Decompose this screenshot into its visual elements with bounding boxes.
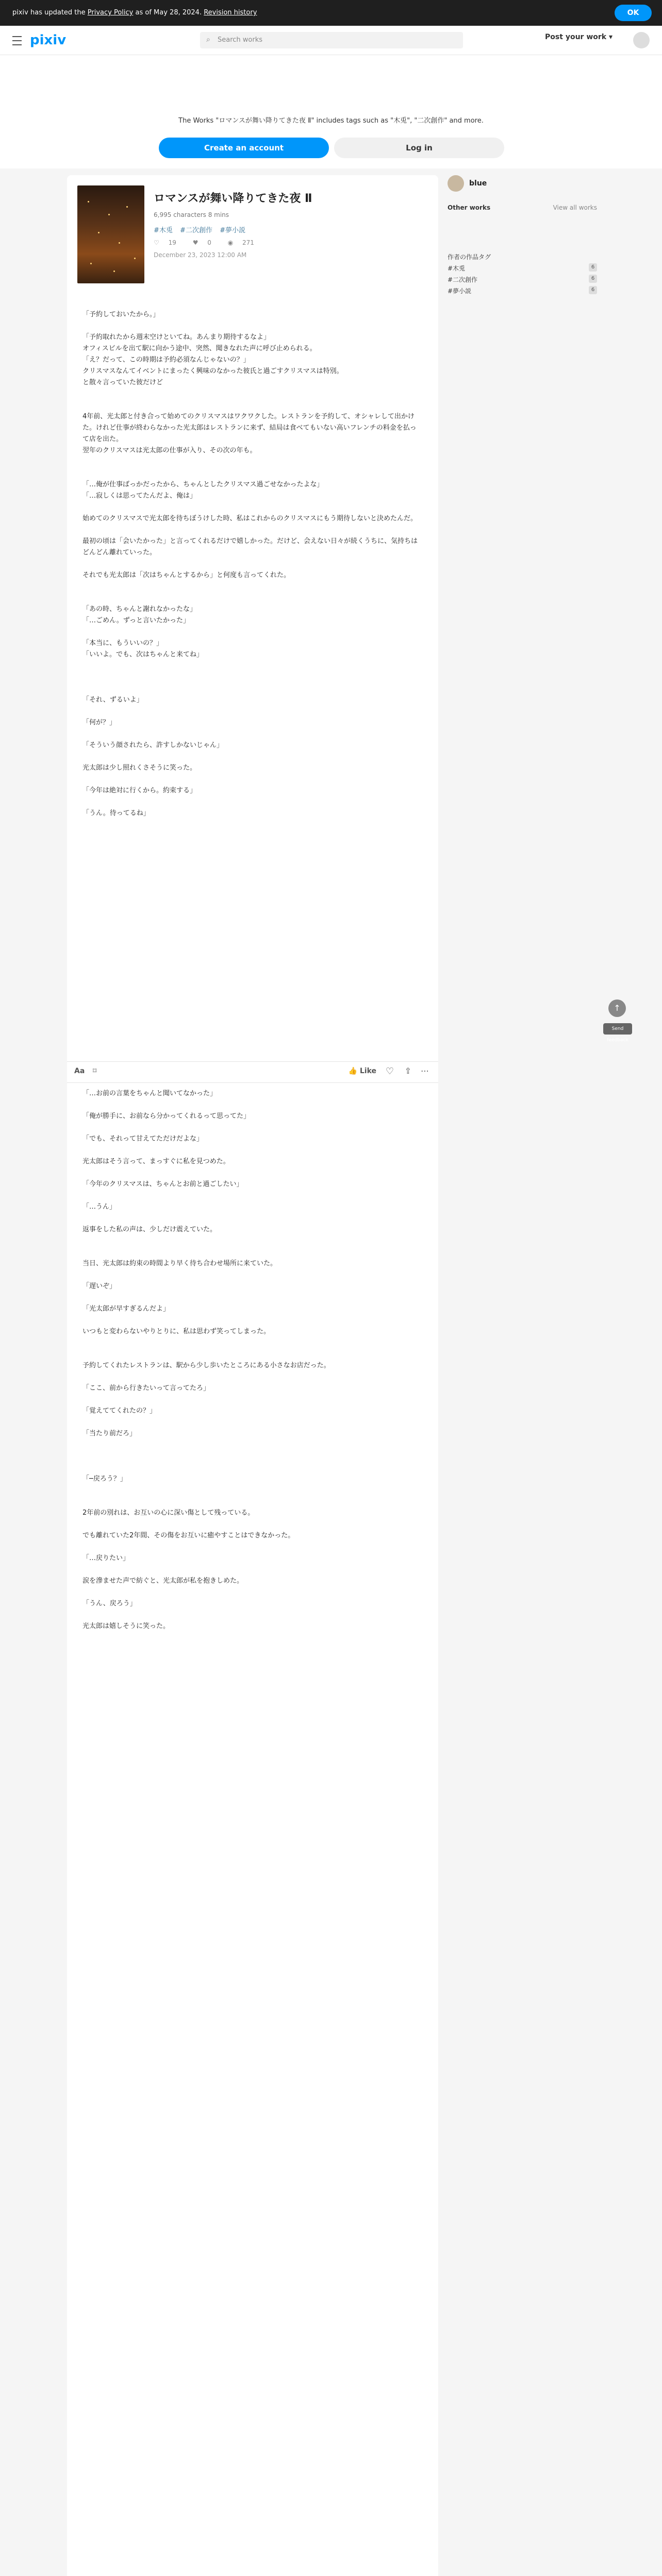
author-tag-item[interactable]	[448, 275, 597, 284]
tag-link[interactable]: #夢小説	[220, 227, 245, 234]
notice-ok-button[interactable]: OK	[615, 5, 652, 21]
thumb-icon: ♡	[154, 239, 161, 246]
author-avatar[interactable]	[448, 175, 464, 192]
revision-history-link[interactable]: Revision history	[204, 9, 257, 16]
author-name[interactable]: blue	[469, 179, 487, 188]
search-input[interactable]	[200, 32, 463, 48]
other-works-label: Other works	[448, 204, 491, 211]
intro-text: The Works "ロマンスが舞い降りてきた夜 Ⅱ" includes tags such as "木兎", "二次創作" and more.	[178, 117, 484, 125]
work-length: 6,995 characters 8 mins	[154, 211, 229, 218]
bookmark-count	[193, 239, 219, 246]
pixiv-logo[interactable]: pixiv	[30, 32, 67, 48]
like-count	[154, 239, 184, 246]
view-count	[228, 239, 261, 246]
author-tag-label: #二次創作	[448, 276, 478, 283]
work-stats	[154, 239, 269, 246]
like-label: Like	[359, 1067, 376, 1075]
sidebar	[448, 175, 602, 381]
thumb-up-icon: 👍	[348, 1067, 360, 1075]
create-account-button[interactable]: Create an account	[159, 138, 329, 158]
heart-icon: ♥	[192, 239, 201, 246]
signup-intro	[0, 55, 662, 168]
like-count-value: 19	[168, 239, 176, 246]
bookmark-icon[interactable]: ⌑	[93, 1067, 97, 1075]
bookmark-count-value: 0	[207, 239, 211, 246]
user-avatar[interactable]	[633, 32, 650, 48]
author-tags-heading: 作者の作品タグ	[448, 253, 491, 261]
author-tag-item[interactable]	[448, 264, 597, 273]
novel-body-part-2: 「…お前の言葉をちゃんと聞いてなかった」 「俺が勝手に、お前なら分かってくれるって思ってた」 「でも、それって甘えてただけだよな」 光太郎はそう言って、まっすぐに私を見つめた。 「今年のクリスマスは、ちゃんとお前と過ごしたい」 「…うん」 返事をした私の声は、少しだけ震えていた。 当日、光太郎は約束の時間より早く待ち合わせ場所に来ていた。 「遅いぞ」 「光太郎が早すぎるんだよ」 いつもと変わらないやりとりに、私は思わず笑ってしまった。 予約してくれたレストランは、駅から少し歩いたところにある小さなお店だった。 「ここ、前から行きたいって言ってたろ」 「覚えててくれたの？」 「当たり前だろ」 「─戻ろう？」 2年前の別れは、お互いの心に深い傷として残っている。 でも離れていた2年間、その傷をお互いに癒やすことはできなかった。 「…戻りたい」 涙を滲ませた声で紡ぐと、光太郎が私を抱きしめた。 「うん、戻ろう」 光太郎は嬉しそうに笑った。	[82, 1090, 330, 1630]
top-header	[0, 26, 662, 55]
author-tag-count: 6	[589, 286, 597, 294]
work-date: December 23, 2023 12:00 AM	[154, 251, 247, 259]
eye-icon: ◉	[227, 239, 236, 246]
author-block[interactable]	[448, 175, 597, 196]
menu-icon[interactable]	[12, 36, 22, 45]
tag-link[interactable]: #二次創作	[180, 227, 212, 234]
policy-notice-bar	[0, 0, 662, 26]
login-button[interactable]: Log in	[334, 138, 504, 158]
author-tag-count: 6	[589, 263, 597, 272]
like-button[interactable]	[349, 1067, 376, 1075]
view-all-link[interactable]: View all works	[553, 204, 597, 211]
more-options-icon[interactable]: ⋯	[421, 1066, 429, 1076]
author-tag-item[interactable]	[448, 286, 597, 295]
work-title: ロマンスが舞い降りてきた夜 Ⅱ	[154, 192, 312, 205]
search-placeholder: Search works	[218, 36, 263, 44]
notice-text-after: as of May 28, 2024.	[133, 9, 204, 16]
work-tags	[154, 225, 251, 234]
post-work-label: Post your work	[545, 33, 607, 41]
work-cover-image[interactable]	[77, 185, 144, 283]
author-tag-label: #木兎	[448, 265, 466, 272]
font-size-button[interactable]: Aa	[74, 1067, 85, 1075]
reader-toolbar	[67, 1061, 438, 1083]
novel-body-part-1: 「予約しておいたから。」 「予約取れたから週末空けといてね。あんまり期待するなよ」 オフィスビルを出て駅に向かう途中、突然、聞きなれた声に呼び止められる。 「え？だって、この時期は予約必須なんじゃないの？」 クリスマスなんてイベントにまったく興味のなかった彼氏と過ごすクリスマスは特別。 と散々言っていた彼だけど 4年前、光太郎と付き合って始めてのクリスマスはワクワクした。レストランを予約して、オシャレして出かけた。けれど仕事が終わらなかった光太郎はレストランに来ず、結局は食べてもいない高いフレンチの料金を払って店を出た。 翌年のクリスマスは光太郎の仕事が入り、その次の年も。 「…俺が仕事ばっかだったから、ちゃんとしたクリスマス過ごせなかったよな」 「…寂しくは思ってたんだよ、俺は」 始めてのクリスマスで光太郎を待ちぼうけした時、私はこれからのクリスマスにもう期待しないと決めたんだ。 最初の頃は「会いたかった」と言ってくれるだけで嬉しかった。だけど、会えない日々が続くうちに、気持ちはどんどん離れていった。 それでも光太郎は「次はちゃんとするから」と何度も言ってくれた。 「あの時、ちゃんと謝れなかったな」 「…ごめん。ずっと言いたかった」 「本当に、もういいの？」 「いいよ。でも、次はちゃんと来てね」 「それ、ずるいよ」 「何が？」 「そういう顔されたら、許すしかないじゃん」 光太郎は少し照れくさそうに笑った。 「今年は絶対に行くから。約束する」 「うん。待ってるね」	[82, 311, 418, 817]
notice-text-before: pixiv has updated the	[12, 9, 88, 16]
privacy-policy-link[interactable]: Privacy Policy	[87, 9, 134, 16]
author-tag-count: 6	[589, 275, 597, 283]
scroll-top-button[interactable]: ↑	[608, 999, 626, 1017]
send-feedback-button[interactable]: Send feedback	[603, 1023, 632, 1035]
view-count-value: 271	[242, 239, 254, 246]
author-tag-label: #夢小説	[448, 287, 472, 295]
share-icon[interactable]: ⇪	[404, 1066, 411, 1076]
search-icon: ⌕	[206, 36, 210, 44]
favorite-heart-icon[interactable]: ♡	[385, 1066, 394, 1077]
policy-notice-text	[12, 9, 257, 16]
post-work-button[interactable]: Post your work ▾	[545, 33, 613, 41]
tag-link[interactable]: #木兎	[154, 227, 173, 234]
